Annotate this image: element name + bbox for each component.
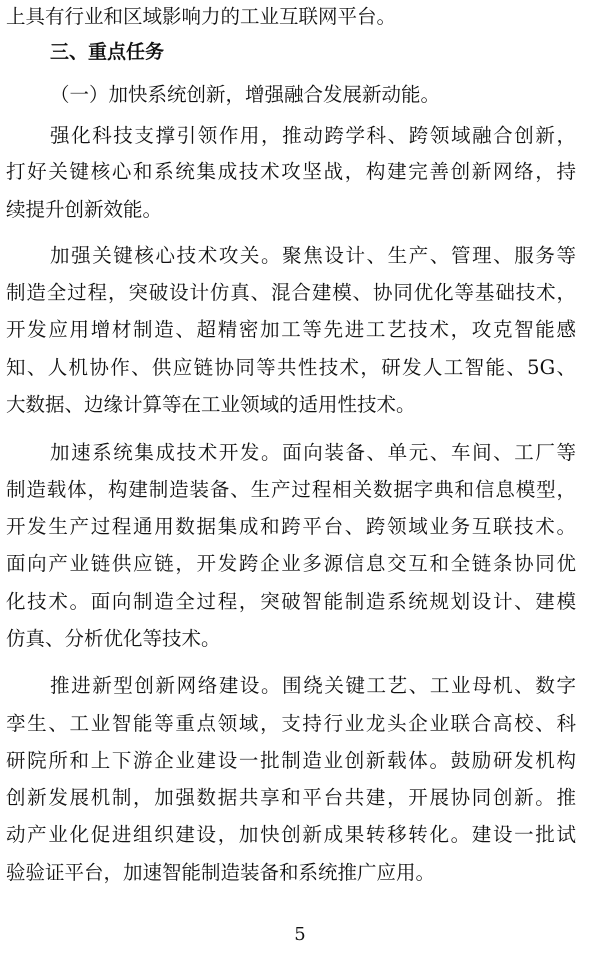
subsection-heading: （一）加快系统创新，增强融合发展新动能。 [50, 83, 441, 106]
text-line: 创新发展机制，加强数据共享和平台共建，开展协同创新。推 [6, 786, 576, 809]
text-line: 加强关键核心技术攻关。聚焦设计、生产、管理、服务等 [50, 244, 576, 267]
text-line: 知、人机协作、供应链协同等共性技术，研发人工智能、5G、 [6, 356, 576, 379]
text-line: 上具有行业和区域影响力的工业互联网平台。 [6, 5, 397, 28]
text-line: 研院所和上下游企业建设一批制造业创新载体。鼓励研发机构 [6, 749, 576, 772]
text-line: 制造载体，构建制造装备、生产过程相关数据字典和信息模型， [6, 478, 576, 501]
text-line: 推进新型创新网络建设。围绕关键工艺、工业母机、数字 [50, 674, 576, 697]
text-line: 开发应用增材制造、超精密加工等先进工艺技术，攻克智能感 [6, 318, 576, 341]
text-line: 打好关键核心和系统集成技术攻坚战，构建完善创新网络，持 [6, 160, 576, 183]
text-line: 验验证平台，加速智能制造装备和系统推广应用。 [6, 861, 436, 884]
page-number: 5 [294, 924, 306, 945]
text-line: 开发生产过程通用数据集成和跨平台、跨领域业务互联技术。 [6, 515, 576, 538]
text-line: 孪生、工业智能等重点领域，支持行业龙头企业联合高校、科 [6, 712, 576, 735]
section-heading: 三、重点任务 [50, 41, 165, 63]
text-line: 加速系统集成技术开发。面向装备、单元、车间、工厂等 [50, 441, 576, 464]
text-line: 制造全过程，突破设计仿真、混合建模、协同优化等基础技术， [6, 281, 576, 304]
text-line: 大数据、边缘计算等在工业领域的适用性技术。 [6, 393, 416, 416]
text-line: 化技术。面向制造全过程，突破智能制造系统规划设计、建模 [6, 590, 576, 613]
text-line: 仿真、分析优化等技术。 [6, 627, 221, 650]
text-line: 面向产业链供应链，开发跨企业多源信息交互和全链条协同优 [6, 552, 576, 575]
text-line: 续提升创新效能。 [6, 198, 163, 221]
text-line: 动产业化促进组织建设，加快创新成果转移转化。建设一批试 [6, 823, 576, 846]
text-line: 强化科技支撑引领作用，推动跨学科、跨领域融合创新， [50, 124, 576, 147]
